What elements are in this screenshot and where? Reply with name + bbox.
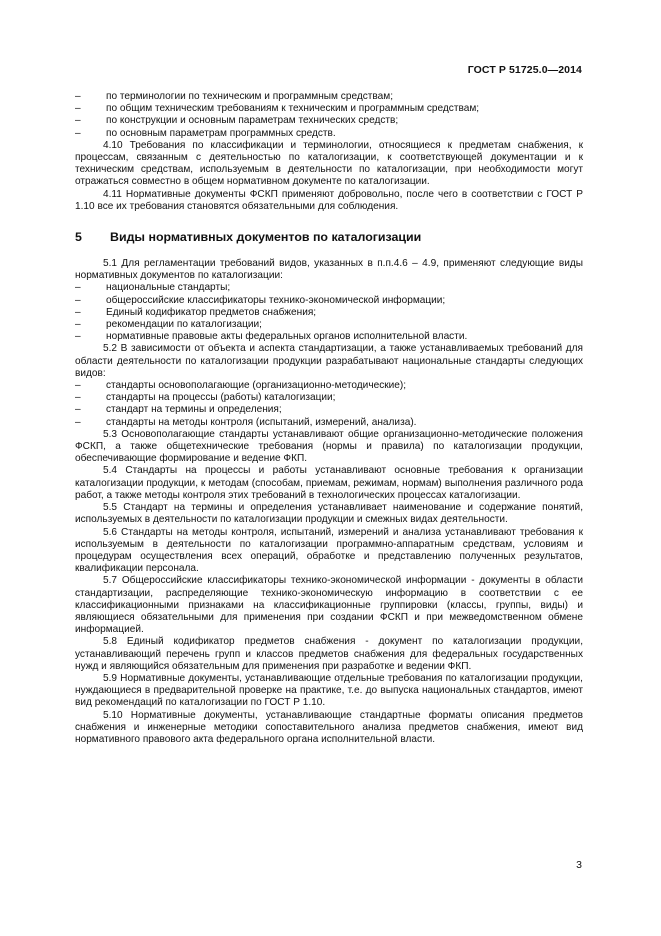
list-item: – Единый кодификатор предметов снабжения; [75,306,317,318]
paragraph-5-4: 5.4 Стандарты на процессы и работы устанавливают основные требования к организации каталогизации продукции, к методам (способам, приемам, режимам, нормам) выполнения различного рода работ, а также методы контроля этих требований в технологических процессах каталогизации. [75,465,583,501]
list-item: – по общим техническим требованиям к техническим и программным средствам; [75,103,480,115]
paragraph-4-10: 4.10 Требования по классификации и терминологии, относящиеся к предметам снабжения, к процессам, связанным с деятельностью по каталогизации, к соответствующей документации и к техническим средствам, используемым в деятельности по каталогизации, при необходимости могут отражаться совместно в общем нормативном документе по каталогизации. [75,139,583,188]
paragraph-5-7: 5.7 Общероссийские классификаторы технико-экономической информации - документы в области стандартизации, распределяющие технико-экономическую информацию в соответствии с ее классификационными признаками на классификационные группировки (классы, группы, виды) и являющиеся обязательными для применения при создании ФСКП и при межведомственном обмене информацией. [75,575,583,636]
page-number: 3 [576,859,582,871]
list-item: – рекомендации по каталогизации; [75,319,262,331]
list-item: – по основным параметрам программных средств. [75,127,336,139]
section-heading [75,230,583,245]
dash-marker: – [75,380,81,392]
document-id-header: ГОСТ Р 51725.0—2014 [467,64,582,76]
dash-marker: – [75,282,81,294]
list-item: – по конструкции и основным параметрам технических средств; [75,115,399,127]
dash-marker: – [75,127,81,139]
section-title: Виды нормативных документов по каталогизации [110,230,422,245]
list-item: – стандарты основополагающие (организационно-методические); [75,380,407,392]
terminology-list [75,91,583,140]
dash-marker: – [75,392,81,404]
paragraph-5-6: 5.6 Стандарты на методы контроля, испытаний, измерений и анализа устанавливают требования к используемым в деятельности по каталогизации программно-аппаратным средствам, условиям и процедурам осуществления всех операций, обработке и представлению полученных результатов, квалификации персонала. [75,526,583,575]
dash-marker: – [75,404,81,416]
paragraph-5-5: 5.5 Стандарт на термины и определения устанавливает наименование и содержание понятий, используемых в деятельности по каталогизации продукции и смежных видах деятельности. [75,502,583,526]
dash-marker: – [75,331,81,343]
dash-marker: – [75,416,81,428]
list-item: – стандарты на процессы (работы) каталогизации; [75,392,336,404]
dash-marker: – [75,319,81,331]
dash-marker: – [75,294,81,306]
list-item: – общероссийские классификаторы технико-экономической информации; [75,294,446,306]
standard-types-list [75,380,583,429]
section-number: 5 [75,230,82,245]
list-item: – стандарт на термины и определения; [75,404,282,416]
document-types-list [75,282,583,343]
document-body [75,91,583,746]
dash-marker: – [75,91,81,102]
dash-marker: – [75,115,81,127]
list-item: – нормативные правовые акты федеральных органов исполнительной власти. [75,331,468,343]
dash-marker: – [75,103,81,115]
paragraph-5-1: 5.1 Для регламентации требований видов, указанных в п.п.4.6 – 4.9, применяют следующие виды нормативных документов по каталогизации: [75,258,583,282]
dash-marker: – [75,306,81,318]
paragraph-5-3: 5.3 Основополагающие стандарты устанавливают общие организационно-методические положения ФСКП, а также общетехнические требования (нормы и правила) по каталогизации продукции, обеспечивающие формирование и ведение ФКП. [75,428,583,465]
list-item: – по терминологии по техническим и программным средствам; [75,91,394,102]
list-item: – национальные стандарты; [75,282,231,294]
paragraph-5-2: 5.2 В зависимости от объекта и аспекта стандартизации, а также устанавливаемых требований для области деятельности по каталогизации продукции разрабатывают национальные стандарты следующих видов: [75,343,583,379]
paragraph-4-11: 4.11 Нормативные документы ФСКП применяют добровольно, после чего в соответствии с ГОСТ Р 1.10 все их требования становятся обязательными для соблюдения. [75,188,583,212]
paragraph-5-8: 5.8 Единый кодификатор предметов снабжения - документ по каталогизации продукции, устанавливающий перечень групп и классов предметов снабжения для федеральных государственных нужд и являющийся обязательным для применения при разработке и ведении ФКП. [75,636,583,672]
paragraph-5-9: 5.9 Нормативные документы, устанавливающие отдельные требования по каталогизации продукции, нуждающиеся в предварительной проверке на практике, т.е. до выпуска национальных стандартов, имеют вид рекомендаций по каталогизации по ГОСТ Р 1.10. [75,672,583,709]
list-item: – стандарты на методы контроля (испытаний, измерений, анализа). [75,416,417,428]
paragraph-5-10: 5.10 Нормативные документы, устанавливающие стандартные форматы описания предметов снабжения и инженерные методики сопоставительного анализа предметов снабжения, имеют вид нормативного правового акта федерального органа исполнительной власти. [75,709,583,745]
